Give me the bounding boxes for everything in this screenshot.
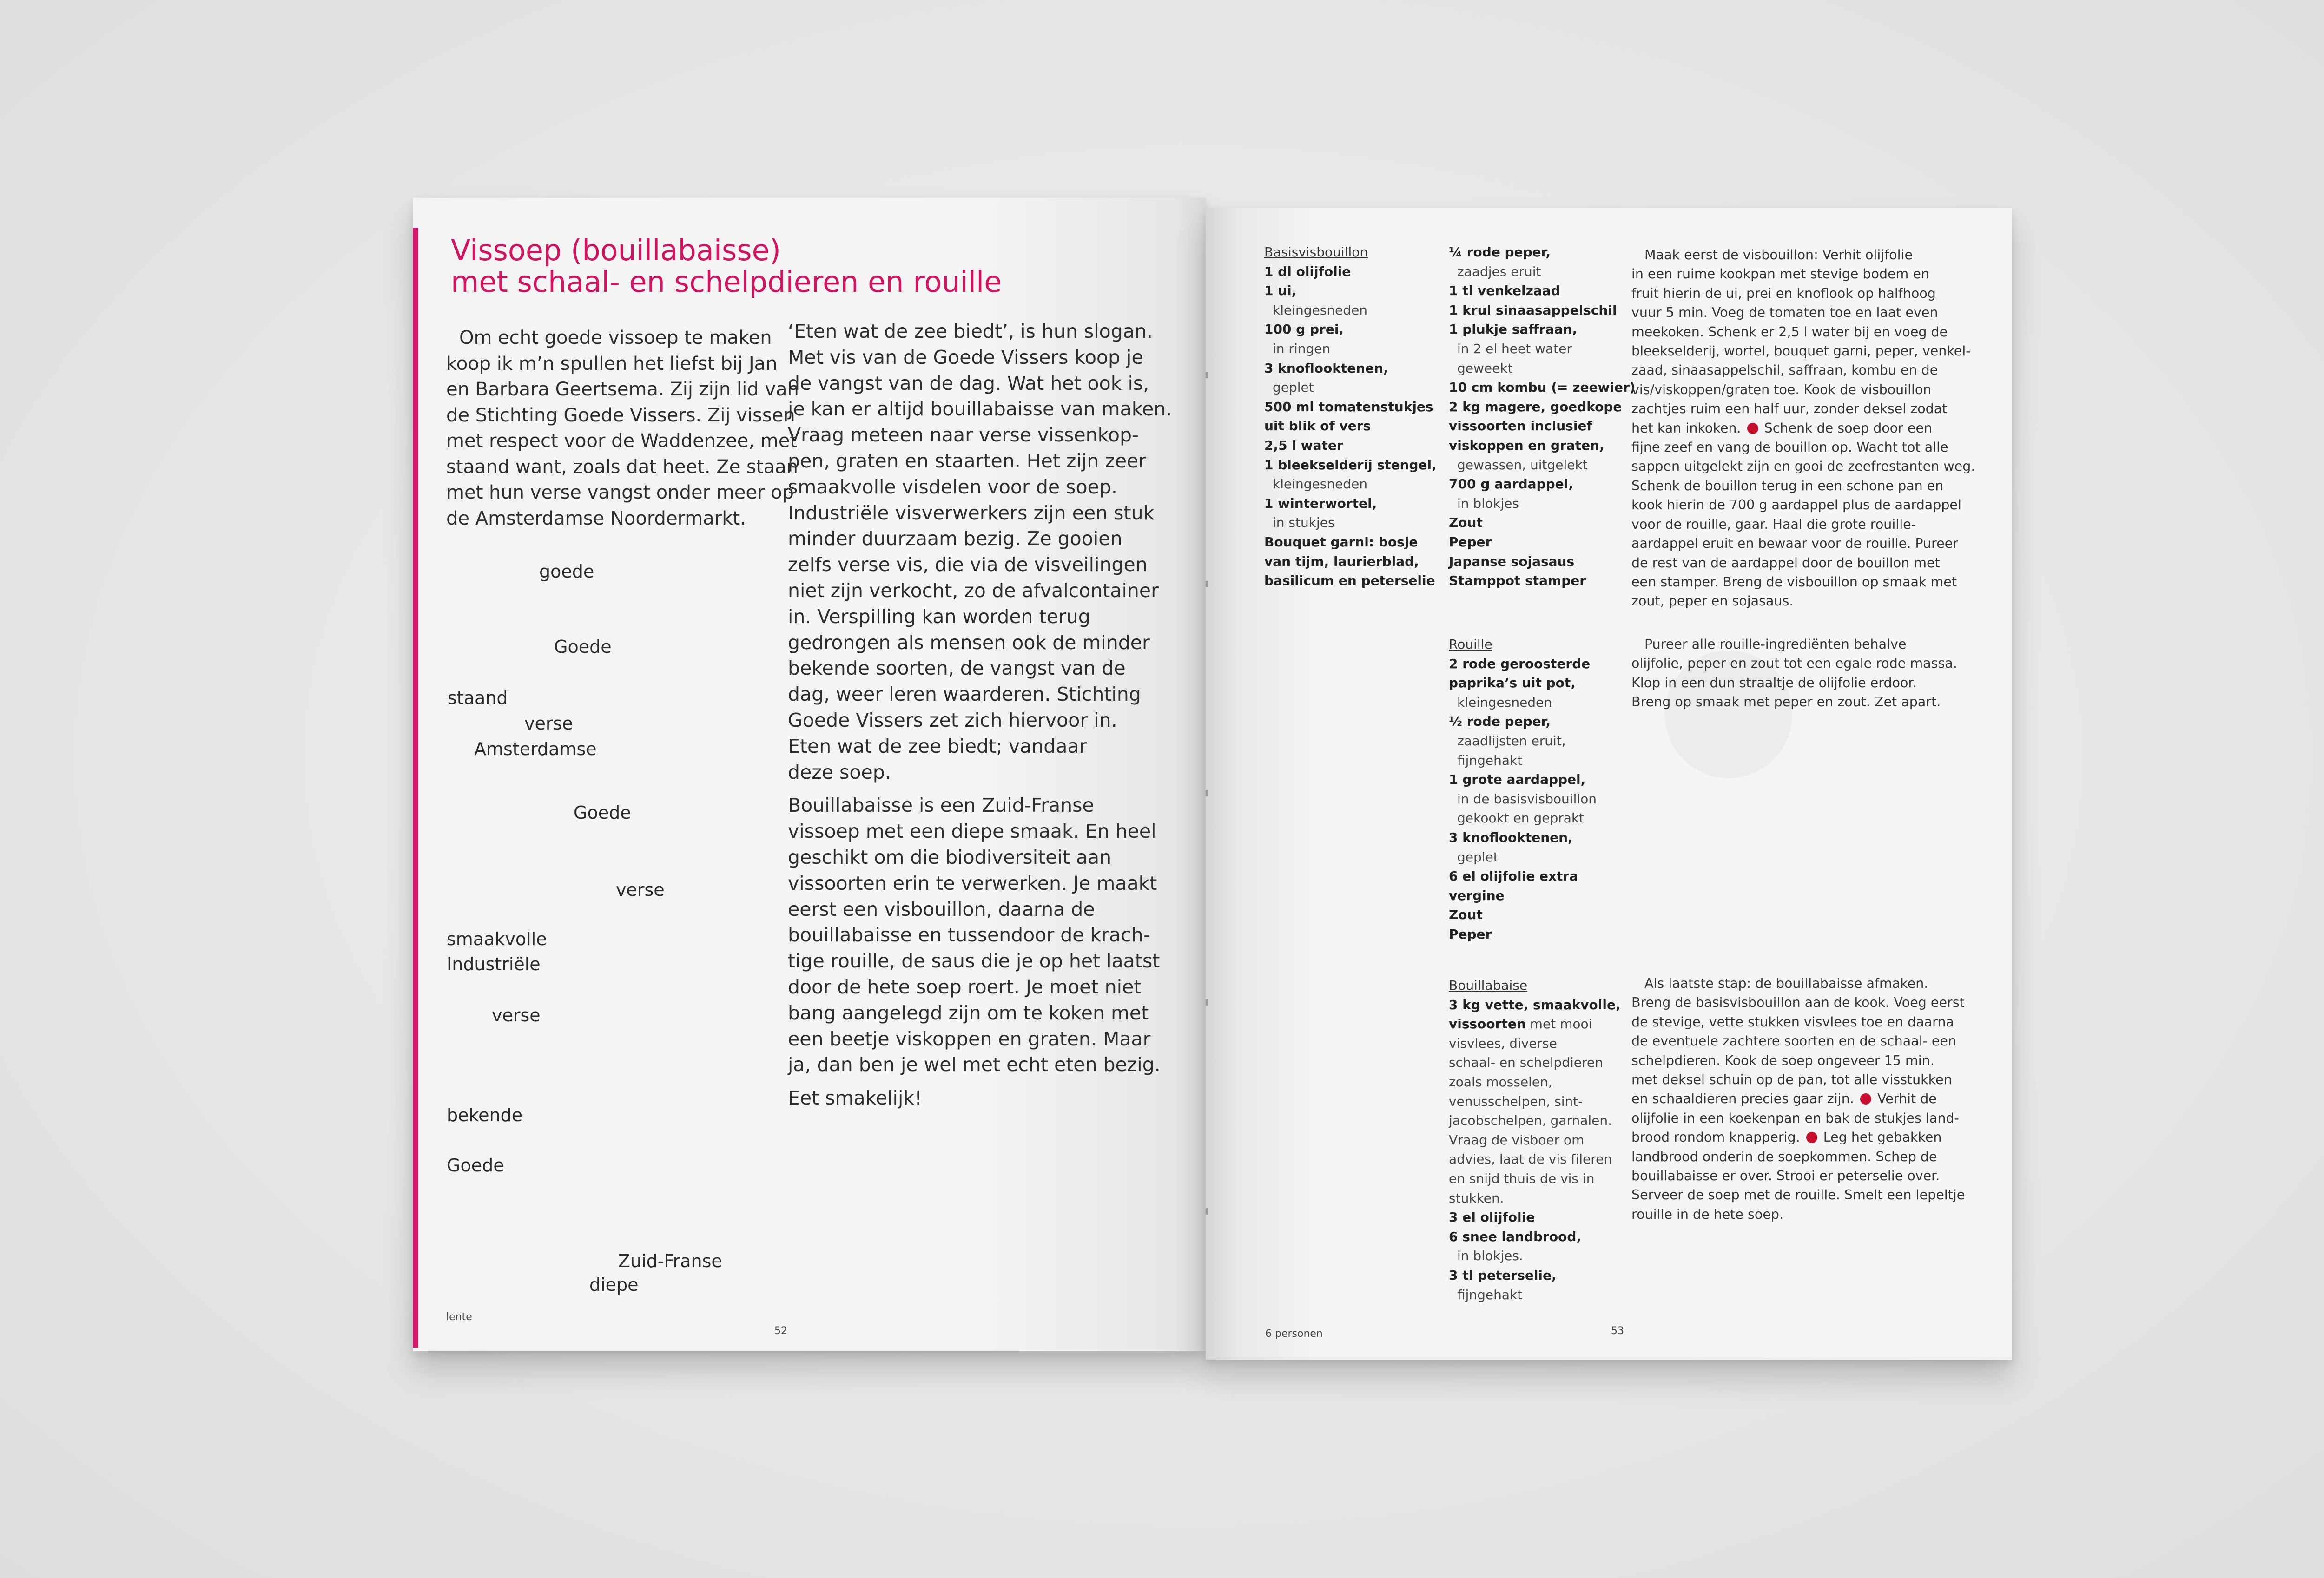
ingredient: 700 g aardappel, — [1449, 476, 1573, 492]
method-line: de rest van de aardappel door de bouillon met — [1631, 555, 1940, 571]
method-line: Pureer alle rouille-ingrediënten behalve — [1644, 637, 1907, 652]
ingredient: 1 grote aardappel, — [1449, 772, 1586, 788]
body-line: deze soep. — [788, 761, 891, 783]
basis-ingredients-col2 — [1449, 243, 1636, 591]
method-line: bouillabaisse er over. Strooi er peterselie over. — [1631, 1168, 1940, 1184]
body-line: Eten wat de zee biedt; vandaar — [788, 735, 1087, 757]
margin-word: bekende — [447, 1105, 523, 1125]
ingredient: Peper — [1449, 926, 1492, 942]
margin-word: diepe — [589, 1275, 639, 1295]
ingredient-note: in blokjes — [1457, 495, 1519, 511]
ingredient-note: stukken. — [1449, 1190, 1504, 1206]
rouille-method — [1631, 635, 1957, 712]
intro-paragraph — [446, 325, 799, 532]
ingredient: vergine — [1449, 888, 1505, 903]
page-number: 53 — [1611, 1325, 1624, 1337]
margin-word: verse — [616, 880, 665, 900]
method-line: vis/viskoppen/graten toe. Kook de visbouillon — [1631, 381, 1932, 397]
ingredient-note: zaadjes eruit — [1457, 263, 1541, 279]
method-line: bleekselderij, wortel, bouquet garni, peper, venkel- — [1631, 343, 1971, 359]
method-line: aardappel eruit en bewaar voor de rouille. Pureer — [1631, 536, 1958, 552]
ingredient: uit blik of vers — [1264, 418, 1371, 434]
margin-word: verse — [492, 1005, 541, 1026]
margin-word: Goede — [554, 637, 612, 657]
intro-line: Om echt goede vissoep te maken — [459, 327, 772, 348]
body-line: Industriële visverwerkers zijn een stuk — [788, 501, 1155, 524]
body-line: niet zijn verkocht, zo de afvalcontainer — [788, 579, 1159, 602]
method-line: Als laatste stap: de bouillabaisse afmaken. — [1644, 976, 1928, 991]
ingredient: 100 g prei, — [1264, 322, 1344, 337]
method-line: rouille in de hete soep. — [1631, 1206, 1783, 1222]
method-line: brood rondom knapperig. Leg het gebakken — [1631, 1130, 1942, 1145]
method-line: zaad, sinaasappelschil, saffraan, kombu en de — [1631, 362, 1938, 378]
ingredient-note: geplet — [1273, 380, 1314, 395]
method-line: het kan inkoken. Schenk de soep door een — [1631, 420, 1933, 436]
ingredient-note: kleingesneden — [1457, 694, 1552, 710]
binding-stitch — [1206, 581, 1208, 587]
intro-line: de Stichting Goede Vissers. Zij vissen — [446, 404, 795, 426]
binding-stitch — [1206, 1208, 1208, 1215]
body-line: ja, dan ben je wel met echt eten bezig. — [788, 1053, 1161, 1076]
body-line: ‘Eten wat de zee biedt’, is hun slogan. — [788, 320, 1153, 342]
ingredient: Zout — [1449, 907, 1483, 923]
margin-word: goede — [539, 561, 594, 582]
ingredient-note: advies, laat de vis fileren — [1449, 1151, 1612, 1167]
body-line: Goede Vissers zet zich hiervoor in. — [788, 709, 1117, 731]
binding-stitch — [1206, 790, 1208, 796]
method-line: Schenk de bouillon terug in een schone pan en — [1631, 478, 1944, 493]
margin-word: smaakvolle — [447, 929, 547, 949]
ingredient: ½ rode peper, — [1449, 714, 1551, 730]
ingredient: viskoppen en graten, — [1449, 437, 1604, 453]
ingredient-note: in ringen — [1273, 341, 1331, 356]
intro-line: en Barbara Geertsema. Zij zijn lid van — [446, 379, 799, 400]
ingredient-note: kleingesneden — [1273, 476, 1368, 492]
ingredient: Stamppot stamper — [1449, 573, 1586, 589]
margin-word: Goede — [447, 1155, 504, 1176]
ingredient: paprika’s uit pot, — [1449, 675, 1576, 691]
method-line: voor de rouille, gaar. Haal die grote rouille- — [1631, 516, 1916, 532]
method-line: de eventuele zachtere soorten en de schaal- een — [1631, 1033, 1957, 1049]
ingredient: 3 el olijfolie — [1449, 1210, 1535, 1225]
ingredient-note: venusschelpen, sint- — [1449, 1093, 1583, 1109]
body-line: tige rouille, de saus die je op het laatst — [788, 950, 1160, 973]
intro-line: met hun verse vangst onder meer op — [446, 482, 794, 503]
ingredient: 1 krul sinaasappelschil — [1449, 302, 1617, 318]
body-line: vissoep met een diepe smaak. En heel — [788, 820, 1156, 843]
ingredient: Bouquet garni: bosje — [1264, 534, 1418, 550]
ingredient: 1 dl olijfolie — [1264, 263, 1351, 279]
ingredient-note: fijngehakt — [1457, 752, 1523, 768]
method-line: Klop in een dun straaltje de olijfolie erdoor. — [1631, 675, 1917, 690]
method-line: meekoken. Schenk er 2,5 l water bij en voeg de — [1631, 324, 1948, 340]
ingredient: ¼ rode peper, — [1449, 244, 1551, 260]
ingredient-note: geweekt — [1457, 360, 1513, 376]
body-line: bang aangelegd zijn om te koken met — [788, 1001, 1149, 1024]
body-line: pen, graten en staarten. Het zijn zeer — [788, 449, 1147, 472]
margin-word: staand — [448, 688, 508, 708]
ingredient-note: jacobschelpen, garnalen. — [1449, 1113, 1612, 1129]
body-line: zelfs verse vis, die via de visveilingen — [788, 553, 1148, 576]
body-paragraph-2 — [788, 793, 1172, 1078]
body-line: vissoorten erin te verwerken. Je maakt — [788, 872, 1157, 894]
ingredient: 10 cm kombu (= zeewier) — [1449, 380, 1636, 395]
method-line: in een ruime kookpan met stevige bodem en — [1631, 266, 1929, 282]
ingredient: van tijm, laurierblad, — [1264, 553, 1419, 569]
body-line: minder duurzaam bezig. Ze gooien — [788, 527, 1122, 550]
ingredient-note: gewassen, uitgelekt — [1457, 457, 1588, 473]
body-line: gedrongen als mensen ook de minder — [788, 631, 1150, 654]
ingredient-note: in stukjes — [1273, 515, 1335, 531]
intro-line: koop ik m’n spullen het liefst bij Jan — [446, 353, 778, 375]
ingredient: Japanse sojasaus — [1449, 553, 1575, 569]
method-line: zout, peper en sojasaus. — [1631, 593, 1794, 609]
method-line: een stamper. Breng de visbouillon op smaak met — [1631, 574, 1957, 590]
ingredient: Zout — [1449, 515, 1483, 531]
method-line: Serveer de soep met de rouille. Smelt een lepeltje — [1631, 1187, 1965, 1203]
ingredient: 3 tl peterselie, — [1449, 1267, 1557, 1283]
method-line: de stevige, vette stukken visvlees toe en daarna — [1631, 1014, 1954, 1030]
method-line: sappen uitgelekt zijn en gooi de zeefrestanten weg. — [1631, 459, 1975, 474]
method-line: Breng op smaak met peper en zout. Zet apart. — [1631, 694, 1941, 710]
magenta-page-edge — [413, 228, 418, 1348]
ingredient-note: schaal- en schelpdieren — [1449, 1055, 1603, 1071]
basis-heading: Basisvisbouillon — [1264, 244, 1368, 260]
binding-stitch — [1206, 999, 1208, 1006]
ingredient-note: in de basisvisbouillon — [1457, 791, 1597, 807]
section-label: lente — [446, 1311, 472, 1323]
ingredient: 3 knoflooktenen, — [1449, 829, 1573, 845]
ingredient: 6 snee landbrood, — [1449, 1229, 1582, 1244]
ingredient-note: in 2 el heet water — [1457, 341, 1572, 356]
ingredient: 500 ml tomatenstukjes — [1264, 399, 1433, 414]
body-line: eerst een visbouillon, daarna de — [788, 898, 1095, 920]
ingredient-note: gekookt en geprakt — [1457, 810, 1585, 826]
recipe-title-line2: met schaal- en schelpdieren en rouille — [451, 265, 1002, 299]
method-line: Breng de basisvisbouillon aan de kook. Voeg eerst — [1631, 995, 1965, 1011]
body-paragraph-1 — [788, 319, 1172, 785]
method-line: vuur 5 min. Voeg de tomaten toe en laat even — [1631, 305, 1938, 321]
ingredient-note: in blokjes. — [1457, 1248, 1523, 1264]
margin-word: Industriële — [447, 954, 541, 974]
intro-line: de Amsterdamse Noordermarkt. — [446, 507, 746, 529]
ingredient: 2,5 l water — [1264, 437, 1343, 453]
ingredient-note: zoals mosselen, — [1449, 1074, 1552, 1090]
ingredient-note: visvlees, diverse — [1449, 1035, 1557, 1051]
method-line: landbrood onderin de soepkommen. Schep de — [1631, 1149, 1937, 1164]
ingredient: 2 rode geroosterde — [1449, 656, 1591, 671]
ingredient: 2 kg magere, goedkope — [1449, 399, 1622, 414]
method-line: fijne zeef en vang de bouillon op. Wacht tot alle — [1631, 440, 1948, 455]
body-line: in. Verspilling kan worden terug — [788, 605, 1090, 628]
method-line: zachtjes ruim een half uur, zonder deksel zodat — [1631, 401, 1948, 417]
bouillabaisse-method — [1631, 974, 1965, 1224]
ingredient-note: kleingesneden — [1273, 302, 1368, 318]
body-line: door de hete soep roert. Je moet niet — [788, 975, 1142, 998]
closing-line: Eet smakelijk! — [788, 1087, 922, 1110]
ingredient: 3 knoflooktenen, — [1264, 360, 1388, 376]
intro-line: staand want, zoals dat heet. Ze staan — [446, 456, 798, 478]
method-line: fruit hierin de ui, prei en knoflook op halfhoog — [1631, 285, 1936, 301]
recipe-title-line1: Vissoep (bouillabaisse) — [451, 233, 781, 267]
basis-ingredients-col1 — [1264, 243, 1437, 591]
ingredient-note: en snijd thuis de vis in — [1449, 1170, 1595, 1186]
margin-word: Zuid-Franse — [618, 1251, 722, 1271]
method-line: en schaaldieren precies gaar zijn. Verhit de — [1631, 1091, 1937, 1107]
method-line: olijfolie, peper en zout tot een egale rode massa. — [1631, 656, 1957, 671]
ingredient: 1 plukje saffraan, — [1449, 322, 1578, 337]
ingredient: 3 kg vette, smaakvolle, — [1449, 997, 1621, 1013]
servings-label: 6 personen — [1265, 1328, 1323, 1340]
ingredient: 6 el olijfolie extra — [1449, 868, 1578, 884]
body-line: bekende soorten, de vangst van de — [788, 657, 1126, 680]
method-line: Maak eerst de visbouillon: Verhit olijfolie — [1644, 247, 1913, 263]
body-line: de vangst van de dag. Wat het ook is, — [788, 372, 1149, 394]
method-line: met deksel schuin op de pan, tot alle visstukken — [1631, 1072, 1952, 1088]
method-line: kook hierin de 700 g aardappel plus de aardappel — [1631, 497, 1961, 513]
bouillabaisse-ingredients — [1449, 976, 1621, 1304]
step-dot-icon — [1806, 1132, 1817, 1143]
ingredient: Peper — [1449, 534, 1492, 550]
basis-method — [1631, 245, 1975, 611]
body-line: dag, weer leren waarderen. Stichting — [788, 683, 1141, 706]
ingredient-note: fijngehakt — [1457, 1287, 1523, 1302]
step-dot-icon — [1860, 1093, 1871, 1105]
ingredient: 1 bleekselderij stengel, — [1264, 457, 1437, 473]
ingredient-note: geplet — [1457, 849, 1499, 865]
page-number: 52 — [774, 1325, 787, 1337]
margin-word: Goede — [574, 802, 631, 823]
intro-line: met respect voor de Waddenzee, met — [446, 430, 798, 452]
binding-stitch — [1206, 372, 1208, 378]
rouille-heading: Rouille — [1449, 637, 1492, 652]
ingredient: basilicum en peterselie — [1264, 573, 1435, 589]
body-line: Bouillabaisse is een Zuid-Franse — [788, 794, 1094, 817]
body-line: geschikt om die biodiversiteit aan — [788, 846, 1112, 868]
body-column — [788, 319, 1172, 1111]
body-line: je kan er altijd bouillabaisse van maken. — [788, 398, 1172, 421]
ingredient: 1 winterwortel, — [1264, 495, 1377, 511]
ingredient-note: vissoorten met mooi — [1449, 1016, 1592, 1032]
bouillabaisse-heading: Bouillabaise — [1449, 978, 1528, 993]
rouille-ingredients — [1449, 635, 1597, 944]
body-line: bouillabaisse en tussendoor de krach- — [788, 924, 1150, 947]
body-line: smaakvolle visdelen voor de soep. — [788, 475, 1117, 498]
margin-word: verse — [524, 713, 573, 734]
step-dot-icon — [1747, 423, 1758, 434]
ingredient: 1 ui, — [1264, 283, 1297, 299]
body-line: Vraag meteen naar verse vissenkop- — [788, 424, 1139, 447]
ingredient: vissoorten inclusief — [1449, 418, 1592, 434]
method-line: schelpdieren. Kook de soep ongeveer 15 min. — [1631, 1052, 1934, 1068]
ingredient-note: zaadlijsten eruit, — [1457, 733, 1566, 749]
margin-word: Amsterdamse — [474, 739, 597, 759]
ingredient: 1 tl venkelzaad — [1449, 283, 1560, 299]
body-line: een beetje viskoppen en graten. Maar — [788, 1027, 1151, 1050]
body-line: Met vis van de Goede Vissers koop je — [788, 346, 1143, 368]
method-line: olijfolie in een koekenpan en bak de stukjes land- — [1631, 1110, 1959, 1126]
ingredient-note: Vraag de visboer om — [1449, 1132, 1585, 1148]
